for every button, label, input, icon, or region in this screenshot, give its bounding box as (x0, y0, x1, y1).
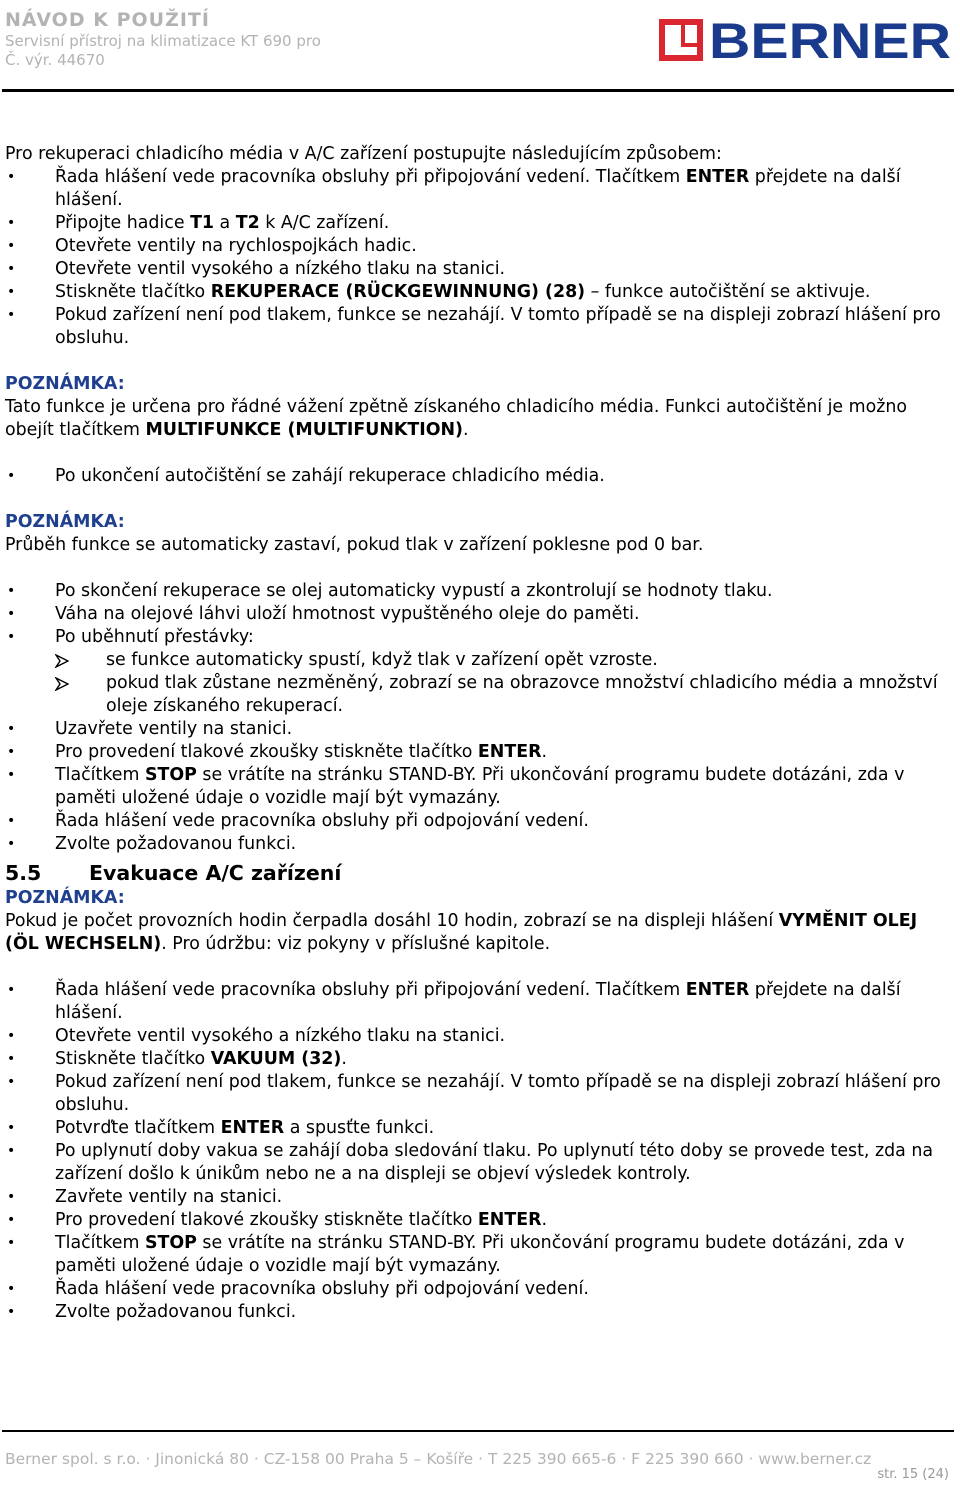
list-item: • Po ukončení autočištění se zahájí rekuperace chladicího média. (5, 465, 949, 488)
doc-title: NÁVOD K POUŽITÍ (5, 9, 210, 31)
list-item: • Pokud zařízení není pod tlakem, funkce se nezahájí. V tomto případě se na displeji zobrazí hlášení pro obsluhu. (5, 1071, 949, 1117)
recovery-intro: Pro rekuperaci chladicího média v A/C zařízení postupujte následujícím způsobem: (5, 144, 722, 164)
list-item: • Pro provedení tlakové zkoušky stiskněte tlačítko ENTER. (5, 1209, 949, 1232)
note-text: Pokud je počet provozních hodin čerpadla dosáhl 10 hodin, zobrazí se na displeji hlášení VYMĚNIT OLEJ (ÖL WECHSELN). Pro údržbu: viz pokyny v příslušné kapitole. (5, 911, 918, 954)
list-item: • Stiskněte tlačítko REKUPERACE (RÜCKGEWINNUNG) (28) – funkce autočištění se aktivuje. (5, 281, 949, 304)
list-item: • Zavřete ventily na stanici. (5, 1186, 949, 1209)
berner-logo-mark-icon (659, 19, 703, 61)
note-label: POZNÁMKA: (5, 374, 125, 394)
recovery-steps-3 (5, 580, 949, 649)
footer-address: Berner spol. s r.o. · Jinonická 80 · CZ-158 00 Praha 5 – Košíře · T 225 390 665-6 · F 225 390 660 · www.berner.cz (5, 1450, 872, 1468)
header-rule (2, 89, 954, 92)
list-item: • Potvrďte tlačítkem ENTER a spusťte funkci. (5, 1117, 949, 1140)
section-heading (5, 856, 949, 887)
doc-subtitle: Servisní přístroj na klimatizace KT 690 pro (5, 32, 321, 50)
list-item: • Otevřete ventily na rychlospojkách hadic. (5, 235, 949, 258)
footer-rule (2, 1430, 954, 1432)
list-item: • Zvolte požadovanou funkci. (5, 833, 949, 856)
list-item: • Po skončení rekuperace se olej automaticky vypustí a zkontrolují se hodnoty tlaku. (5, 580, 949, 603)
pause-substeps (5, 649, 949, 718)
arrowhead-bullet-icon (55, 654, 69, 668)
note-text: Tato funkce je určena pro řádné vážení zpětně získaného chladicího média. Funkci autočištění je možno obejít tlačítkem MULTIFUNKCE (MULTIFUNKTION). (5, 397, 908, 440)
list-item: • Připojte hadice T1 a T2 k A/C zařízení. (5, 212, 949, 235)
doc-product-number: Č. výr. 44670 (5, 51, 105, 69)
document-body (5, 143, 949, 1324)
list-item: • Otevřete ventil vysokého a nízkého tlaku na stanici. (5, 1025, 949, 1048)
note-label: POZNÁMKA: (5, 888, 125, 908)
evacuation-steps (5, 979, 949, 1324)
list-item: • Zvolte požadovanou funkci. (5, 1301, 949, 1324)
list-item: • Tlačítkem STOP se vrátíte na stránku STAND-BY. Při ukončování programu budete dotázáni, zda v paměti uložené údaje o vozidle mají být vymazány. (5, 1232, 949, 1278)
list-item: se funkce automaticky spustí, když tlak v zařízení opět vzroste. (5, 649, 949, 672)
list-item: • Pokud zařízení není pod tlakem, funkce se nezahájí. V tomto případě se na displeji zobrazí hlášení pro obsluhu. (5, 304, 949, 350)
list-item: • Po uběhnutí přestávky: (5, 626, 949, 649)
arrowhead-bullet-icon (55, 677, 69, 691)
list-item: • Otevřete ventil vysokého a nízkého tlaku na stanici. (5, 258, 949, 281)
page-number: str. 15 (24) (877, 1467, 949, 1482)
list-item: pokud tlak zůstane nezměněný, zobrazí se na obrazovce množství chladicího média a množství oleje získaného rekuperací. (5, 672, 949, 718)
list-item: • Řada hlášení vede pracovníka obsluhy při připojování vedení. Tlačítkem ENTER přejdete na další hlášení. (5, 979, 949, 1025)
list-item: • Tlačítkem STOP se vrátíte na stránku STAND-BY. Při ukončování programu budete dotázáni, zda v paměti uložené údaje o vozidle mají být vymazány. (5, 764, 949, 810)
recovery-steps-4 (5, 718, 949, 856)
list-item: • Váha na olejové láhvi uloží hmotnost vypuštěného oleje do paměti. (5, 603, 949, 626)
note-label: POZNÁMKA: (5, 512, 125, 532)
recovery-steps (5, 166, 949, 350)
note-text: Průběh funkce se automaticky zastaví, pokud tlak v zařízení poklesne pod 0 bar. (5, 535, 704, 555)
section-number: 5.5 (5, 861, 42, 885)
recovery-steps-2 (5, 465, 949, 488)
list-item: • Řada hlášení vede pracovníka obsluhy při připojování vedení. Tlačítkem ENTER přejdete na další hlášení. (5, 166, 949, 212)
list-item: • Řada hlášení vede pracovníka obsluhy při odpojování vedení. (5, 1278, 949, 1301)
list-item: • Uzavřete ventily na stanici. (5, 718, 949, 741)
section-title: Evakuace A/C zařízení (89, 861, 342, 885)
list-item: • Řada hlášení vede pracovníka obsluhy při odpojování vedení. (5, 810, 949, 833)
list-item: • Pro provedení tlakové zkoušky stiskněte tlačítko ENTER. (5, 741, 949, 764)
berner-logo (659, 17, 953, 63)
list-item: • Po uplynutí doby vakua se zahájí doba sledování tlaku. Po uplynutí této doby se provede test, zda na zařízení došlo k únikům nebo ne a na displeji se objeví výsledek kontroly. (5, 1140, 949, 1186)
document-header (5, 8, 321, 70)
berner-logo-text: BERNER (709, 17, 951, 63)
list-item: • Stiskněte tlačítko VAKUUM (32). (5, 1048, 949, 1071)
